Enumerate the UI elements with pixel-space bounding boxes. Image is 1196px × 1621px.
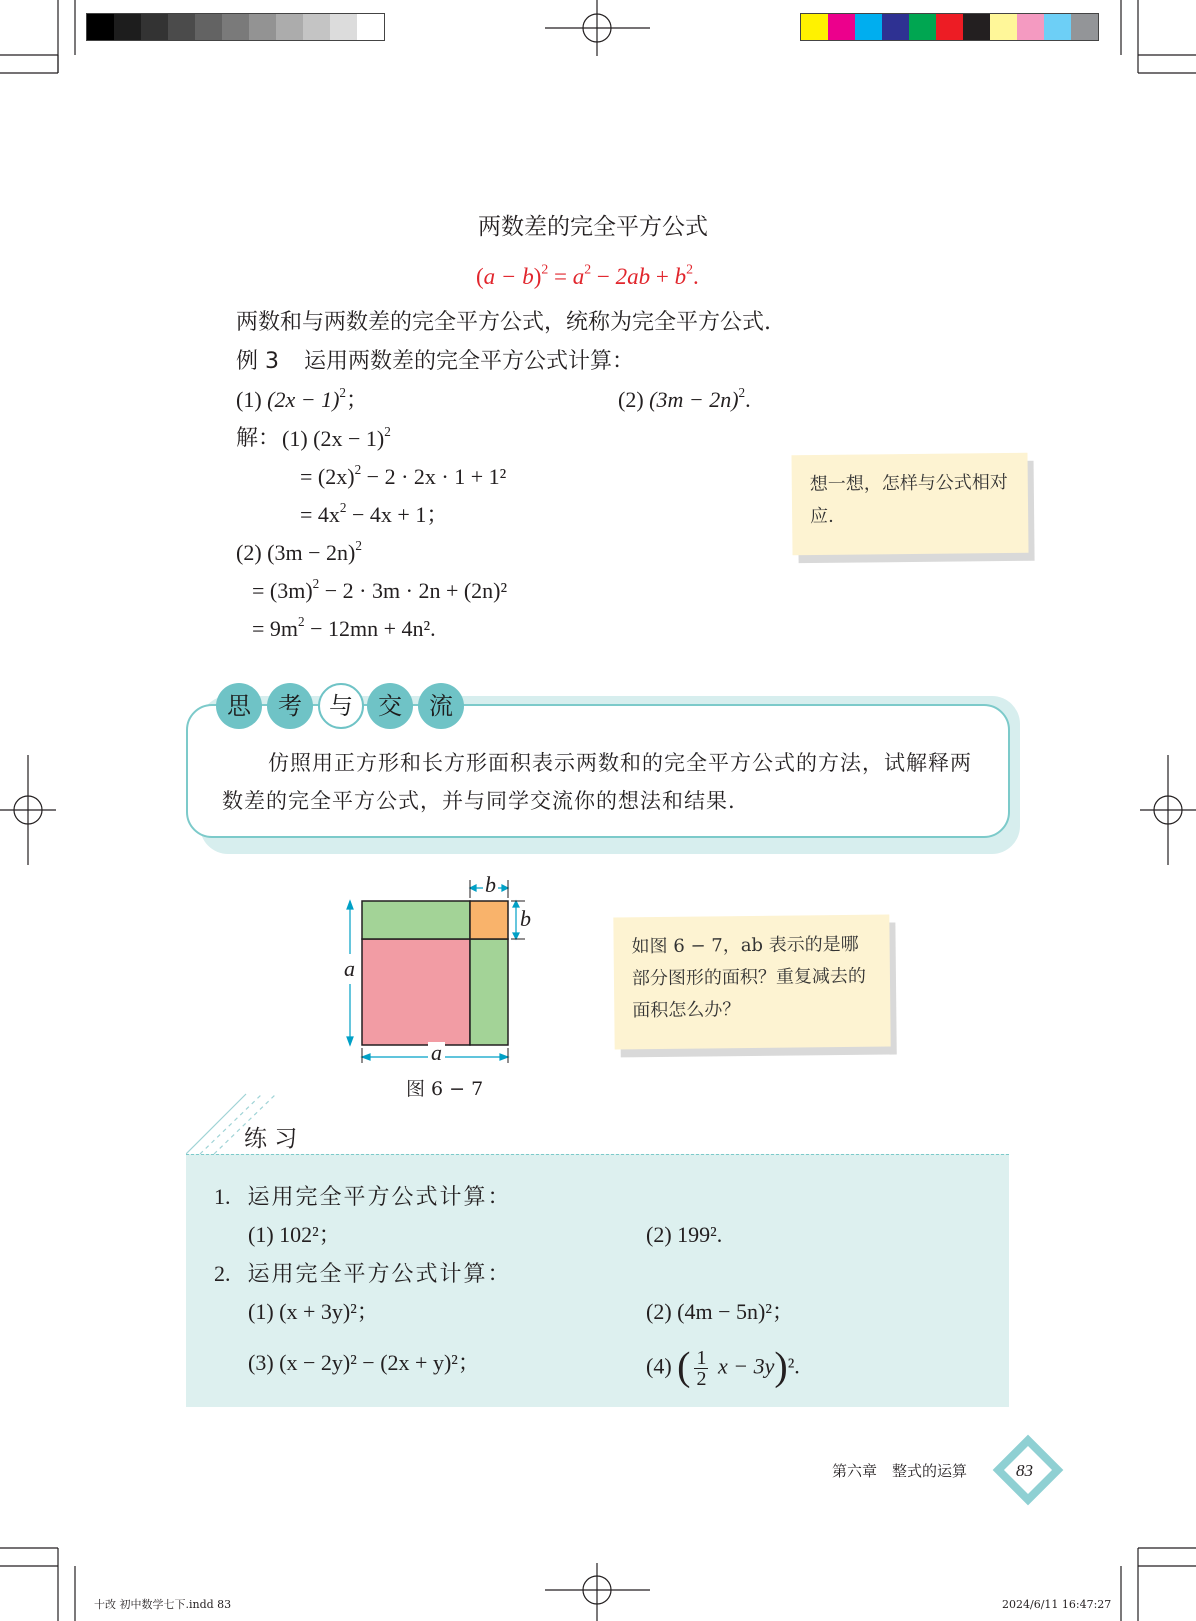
q2-item3: (3) (x − 2y)² − (2x + y)²； <box>248 1350 480 1375</box>
badge-jiao: 交 <box>367 683 413 729</box>
right-strip <box>470 939 508 1045</box>
q1-item2: (2) 199². <box>646 1222 723 1247</box>
red-formula: $(a - b)^2 = a^2 - 2ab + b^2$. <box>476 261 699 289</box>
discussion-text: 仿照用正方形和长方形面积表示两数和的完全平方公式的方法，试解释两数差的完全平方公式，并与同学交流你的想法和结果. <box>222 751 972 813</box>
example-prompt: 运用两数差的完全平方公式计算： <box>304 349 635 374</box>
example-label: 例 3 <box>236 349 279 374</box>
badge-kao: 考 <box>267 683 313 729</box>
badge-liu: 流 <box>418 683 464 729</box>
sol1-line1: (1) $(2x - 1)^2$ <box>282 424 391 451</box>
q2-item2: (2) (4m − 5n)²； <box>646 1299 794 1324</box>
solution-label: 解： <box>236 426 281 451</box>
figure-caption: 图 6 − 7 <box>406 1078 484 1100</box>
figure-6-7 <box>335 878 535 1063</box>
label-b-top: b <box>485 872 496 897</box>
sol2-line1: (2) $(3m - 2n)^2$ <box>236 538 362 565</box>
top-strip <box>362 901 470 939</box>
term-highlight: 完全平方公式 <box>632 310 765 335</box>
sol2-line2: = $(3m)^2 - 2 \cdot 3m \cdot 2n + (2n)^2$ <box>252 576 508 603</box>
fraction-num: 1 <box>696 1347 707 1369</box>
problem-2: (2) $(3m - 2n)^2$. <box>618 385 751 412</box>
badge-yu: 与 <box>318 683 364 729</box>
sol1-line2: = $(2x)^2 - 2 \cdot 2x \cdot 1 + 1^2$ <box>300 462 507 489</box>
example-header <box>236 347 634 377</box>
formula-lhs: a − b <box>483 264 534 289</box>
page-number: 83 <box>1016 1461 1033 1480</box>
file-info: 十改 初中数学七下.indd 83 <box>94 1598 232 1611</box>
sol2-line3: = $9m^2 - 12mn + 4n^2$. <box>252 614 436 641</box>
label-a-left: a <box>342 954 357 984</box>
timestamp: 2024/6/11 16:47:27 <box>1002 1598 1112 1611</box>
q1-item1: (1) 102²； <box>248 1222 341 1247</box>
section-title: 两数差的完全平方公式 <box>478 214 708 240</box>
exercise-title: 练 习 <box>244 1126 298 1152</box>
q1-header: 1. 运用完全平方公式计算： <box>214 1184 512 1210</box>
q2-item4: (4) ( $\frac{1}{2}$ x − 3y)². <box>646 1343 800 1390</box>
problem-1: (1) $(2x - 1)^2$； <box>236 385 369 412</box>
figure-note: 如图 6 − 7，ab 表示的是哪部分图形的面积？重复减去的面积怎么办？ <box>613 915 890 1050</box>
chapter-label: 第六章 整式的运算 <box>832 1462 968 1480</box>
formula-statement: 两数和与两数差的完全平方公式，统称为完全平方公式. <box>236 310 772 335</box>
q2-item1: (1) (x + 3y)²； <box>248 1299 379 1324</box>
corner-b-square <box>470 901 508 939</box>
square-a-minus-b <box>362 939 470 1045</box>
sol1-line3: = $4x^2 - 4x + 1$； <box>300 500 449 527</box>
fraction-den: 2 <box>696 1368 707 1390</box>
think-note: 想一想，怎样与公式相对应. <box>791 453 1028 555</box>
badge-si: 思 <box>216 683 262 729</box>
label-b-right: b <box>520 904 531 934</box>
q2-header: 2. 运用完全平方公式计算： <box>214 1261 512 1287</box>
label-a-bottom: a <box>428 1042 445 1064</box>
